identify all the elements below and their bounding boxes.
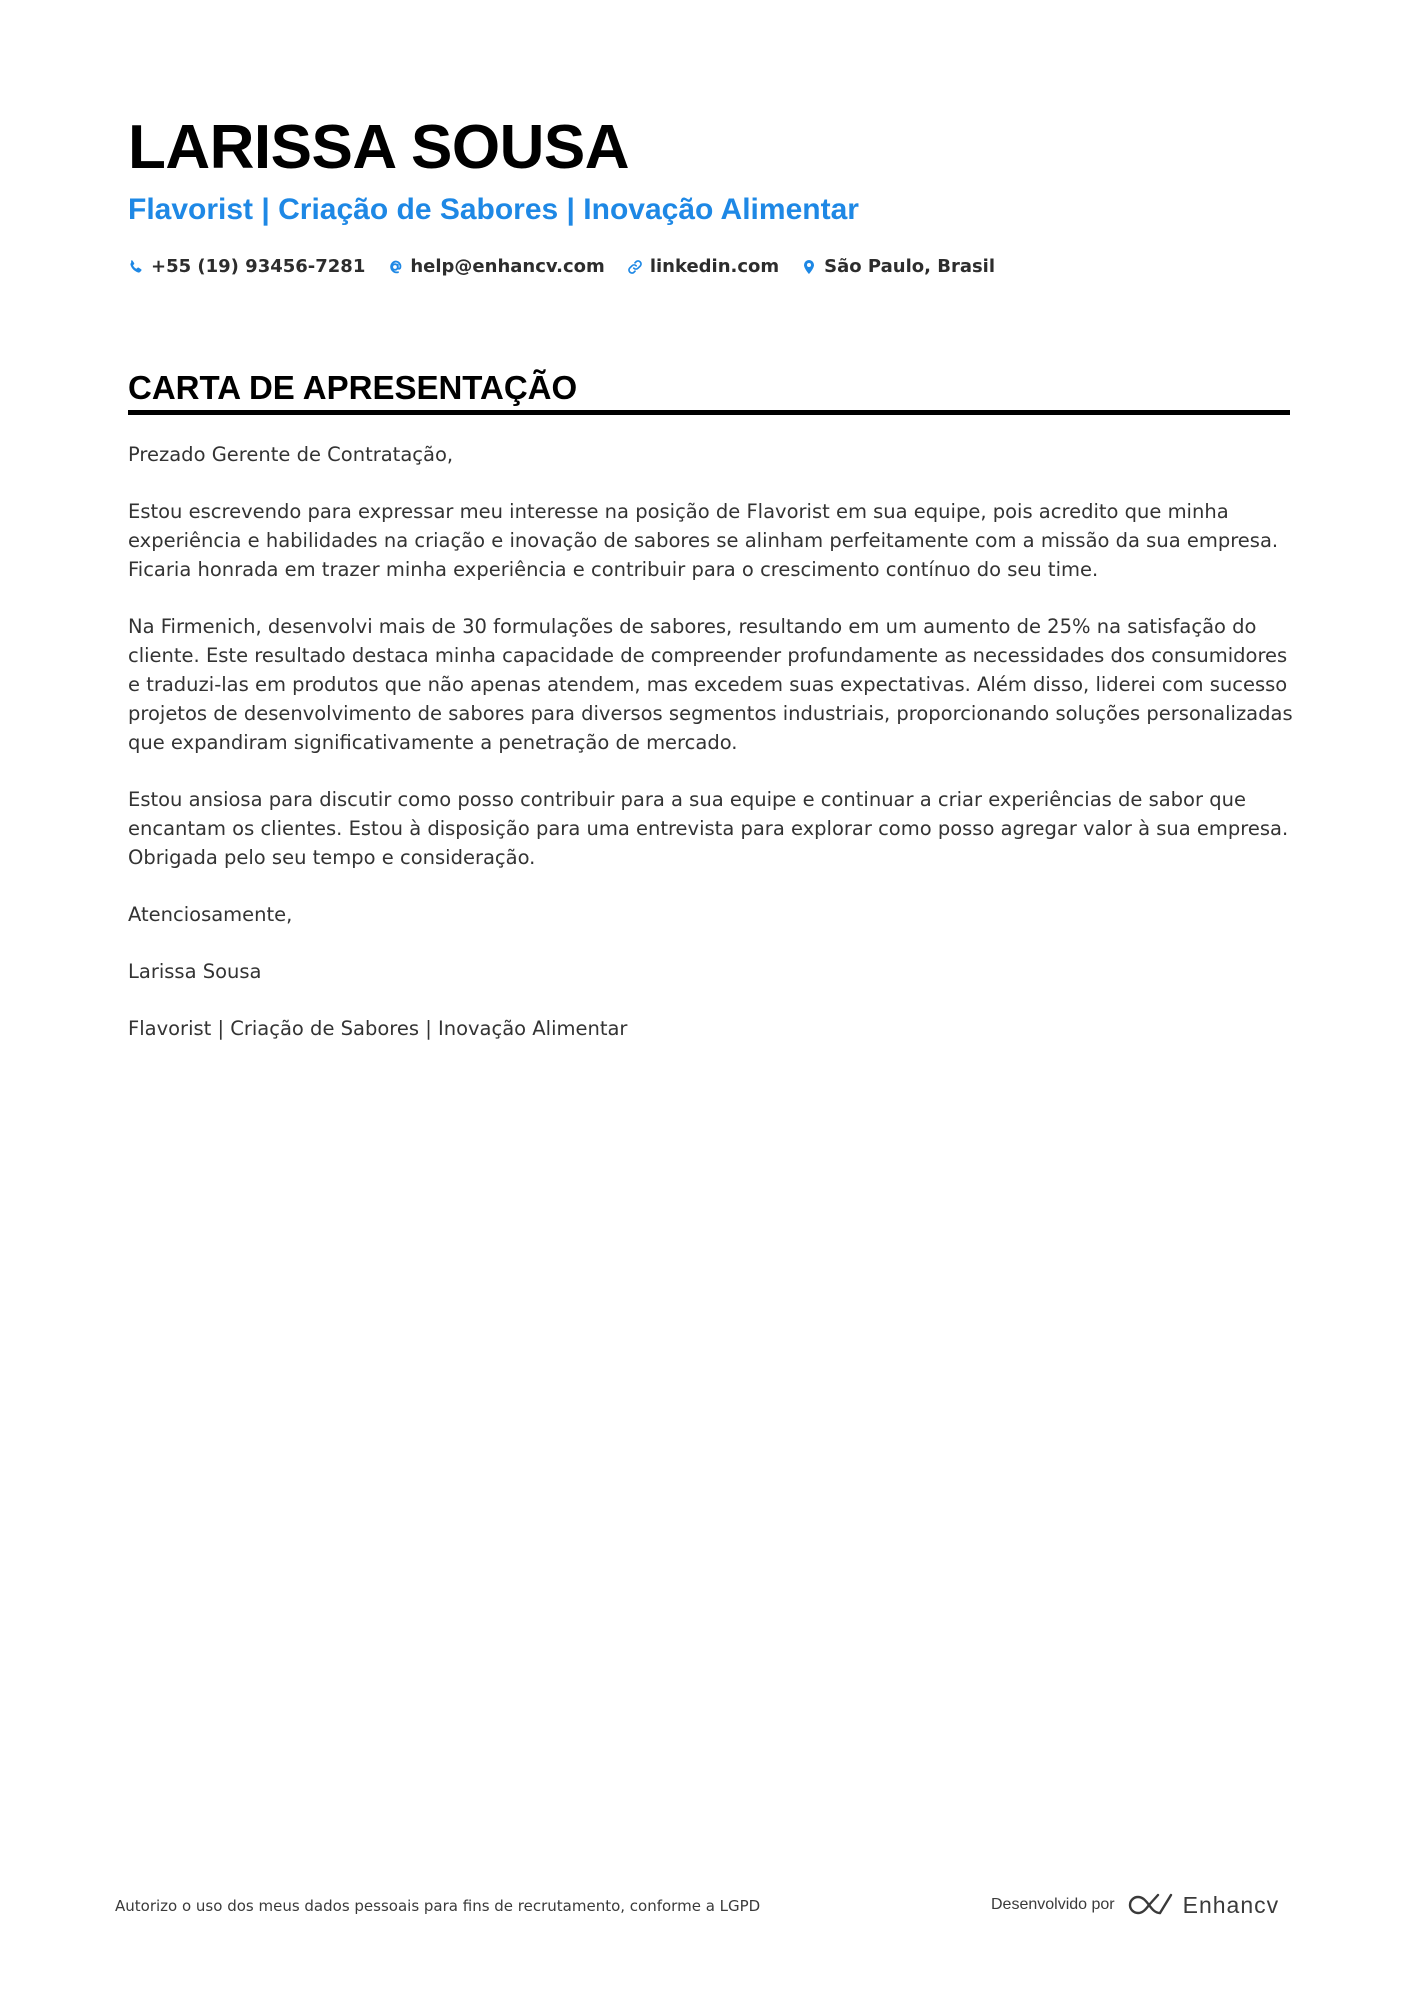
candidate-headline: Flavorist | Criação de Sabores | Inovação Alimentar [128,193,859,226]
enhancv-branding[interactable] [991,1890,1279,1920]
lgpd-consent-note: Autorizo o uso dos meus dados pessoais para fins de recrutamento, conforme a LGPD [115,1897,761,1915]
letter-closing: Atenciosamente, [128,903,293,926]
at-icon [387,259,403,275]
contact-email[interactable] [387,252,604,282]
phone-icon [128,259,144,275]
powered-by-label: Desenvolvido por [991,1896,1115,1913]
contact-phone[interactable] [128,252,365,282]
link-icon [627,259,643,275]
contact-email-text: help@enhancv.com [410,256,605,277]
letter-paragraph: Na Firmenich, desenvolvi mais de 30 formulações de sabores, resultando em um aumento de 25% na satisfação do cliente. Este resultado destaca minha capacidade de compreender profundamente as necessidades dos consumidores e traduzi-las em produtos que não apenas atendem, mas excedem suas expectativas. Além disso, liderei com sucesso projetos de desenvolvimento de sabores para diversos segmentos industriais, proporcionando soluções personalizadas que expandiram significativamente a penetração de mercado. [128,615,1293,754]
enhancv-wordmark: Enhancv [1182,1891,1280,1918]
candidate-name: LARISSA SOUSA [128,113,630,182]
letter-paragraph: Estou ansiosa para discutir como posso contribuir para a sua equipe e continuar a criar experiências de sabor que encantam os clientes. Estou à disposição para uma entrevista para explorar como posso agregar valor à sua empresa. Obrigada pelo seu tempo e consideração. [128,788,1289,869]
enhancv-logo-icon [1127,1892,1173,1918]
contact-location-text: São Paulo, Brasil [824,256,996,277]
location-pin-icon [801,259,817,275]
letter-body [128,440,1293,1043]
letter-salutation: Prezado Gerente de Contratação, [128,443,454,466]
contact-phone-text: +55 (19) 93456-7281 [151,256,366,277]
signature-title: Flavorist | Criação de Sabores | Inovação Alimentar [128,1017,628,1040]
contact-location [801,252,995,282]
letter-paragraph: Estou escrevendo para expressar meu interesse na posição de Flavorist em sua equipe, pois acredito que minha experiência e habilidades na criação e inovação de sabores se alinham perfeitamente com a missão da sua empresa. Ficaria honrada em trazer minha experiência e contribuir para o crescimento contínuo do seu time. [128,500,1279,581]
section-divider [128,410,1290,415]
contact-bar [128,252,1017,282]
contact-linkedin-text: linkedin.com [649,256,780,277]
section-title: CARTA DE APRESENTAÇÃO [128,369,578,406]
signature-name: Larissa Sousa [128,960,262,983]
contact-linkedin[interactable] [627,252,779,282]
